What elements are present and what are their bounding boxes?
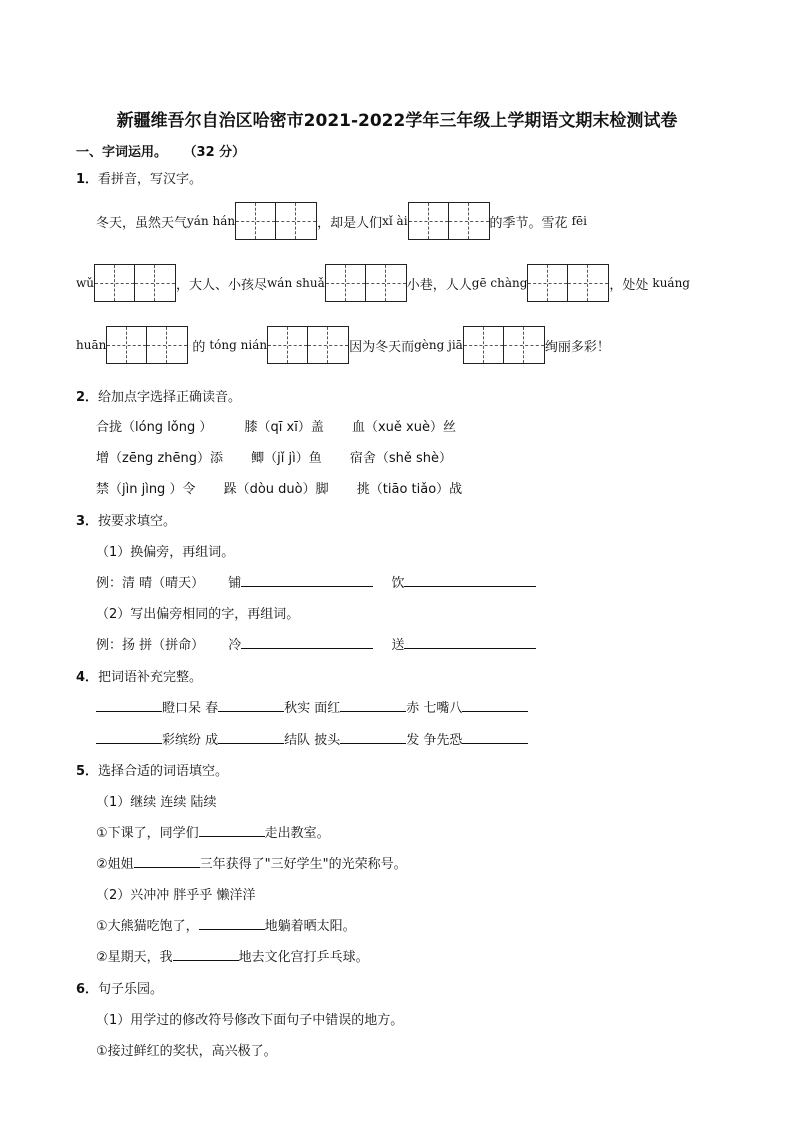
idiom-text: 瞪口呆 春: [162, 701, 219, 716]
section-heading: [76, 141, 245, 160]
answer-blank[interactable]: [404, 635, 536, 649]
pinyin: wǔ: [76, 276, 94, 290]
sub-question: （2）写出偏旁相同的字，再组词。: [96, 607, 300, 622]
question-number: 2．: [76, 390, 99, 405]
sentence-text: ，大人、小孩尽: [176, 277, 268, 293]
fill-sentence: [96, 853, 407, 872]
answer-blank[interactable]: [134, 854, 200, 868]
idiom-text: 秋实 面红: [284, 701, 341, 716]
question-text: 给加点字选择正确读音。: [98, 390, 242, 405]
idiom-row: [96, 729, 528, 748]
sentence-text: 绚丽多彩！: [544, 339, 610, 355]
reading-item: 鲫（jǐ jì）鱼: [251, 451, 322, 466]
prompt-char: 冷: [228, 638, 242, 653]
sentence-text: 因为冬天而: [349, 339, 415, 355]
fill-sentence: [96, 915, 356, 934]
section-score: （32 分）: [183, 145, 246, 160]
question-3: [76, 510, 176, 529]
reading-item: 宿舍（shě shè）: [349, 451, 453, 466]
sentence-text: 的季节。雪花: [489, 215, 568, 231]
writing-grid[interactable]: [408, 202, 490, 240]
reading-item: 膝（qī xī）盖: [244, 420, 324, 435]
question-number: 6．: [76, 982, 99, 997]
section-title: 一、字词运用。: [76, 145, 168, 160]
question-text: 看拼音，写汉字。: [98, 172, 203, 187]
question-text: 句子乐园。: [98, 982, 164, 997]
sentence-text: ②星期天，我: [96, 950, 173, 965]
reading-item: 血（xuě xuè）丝: [351, 420, 456, 435]
answer-blank[interactable]: [241, 635, 373, 649]
sentence-text: 三年获得了"三好学生"的光荣称号。: [199, 857, 407, 872]
question-text: 把词语补充完整。: [98, 670, 203, 685]
pinyin-line-2: [76, 264, 690, 302]
sentence-text: ①大熊猫吃饱了，: [96, 919, 199, 934]
question-text: 选择合适的词语填空。: [98, 764, 229, 779]
sentence-text: ，处处: [609, 277, 649, 293]
answer-blank[interactable]: [96, 698, 162, 712]
pinyin: tóng nián: [209, 338, 268, 352]
idiom-text: 发 争先恐: [406, 733, 463, 748]
sentence-text: ①下课了，同学们: [96, 826, 199, 841]
question-6: [76, 978, 163, 997]
reading-row: [96, 478, 462, 497]
sentence-item: ①接过鲜红的奖状，高兴极了。: [96, 1044, 277, 1059]
sub-question: （2）兴冲冲 胖乎乎 懒洋洋: [96, 888, 256, 903]
question-5: [76, 760, 228, 779]
idiom-row: [96, 697, 528, 716]
reading-item: 禁（jìn jìng ）令: [96, 482, 196, 497]
question-number: 1．: [76, 172, 99, 187]
pinyin: gē chàng: [471, 276, 528, 290]
question-number: 4．: [76, 670, 99, 685]
reading-item: 跺（dòu duò）脚: [223, 482, 329, 497]
pinyin: fēi: [571, 214, 587, 228]
answer-blank[interactable]: [462, 698, 528, 712]
answer-blank[interactable]: [173, 947, 239, 961]
sentence-text: 地去文化宫打乒乓球。: [238, 950, 369, 965]
prompt-char: 送: [391, 638, 405, 653]
answer-blank[interactable]: [340, 698, 406, 712]
answer-blank[interactable]: [218, 698, 284, 712]
idiom-text: 彩缤纷 成: [162, 733, 219, 748]
writing-grid[interactable]: [325, 264, 407, 302]
sentence-text: 的: [192, 339, 206, 355]
writing-grid[interactable]: [463, 326, 545, 364]
question-1: [76, 168, 202, 187]
prompt-char: 饮: [391, 576, 405, 591]
example-text: 例：清 晴（晴天）: [96, 576, 205, 591]
pinyin: kuáng: [652, 276, 690, 290]
sentence-text: 冬天，虽然天气: [96, 215, 188, 231]
reading-row: [96, 447, 452, 466]
question-text: 按要求填空。: [98, 514, 177, 529]
reading-item: 合拢（lóng lǒng ）: [96, 420, 213, 435]
writing-grid[interactable]: [527, 264, 609, 302]
example-line: [96, 634, 536, 653]
idiom-text: 结队 披头: [284, 733, 341, 748]
pinyin: yán hán: [187, 214, 236, 228]
pinyin: gèng jiā: [414, 338, 463, 352]
answer-blank[interactable]: [340, 730, 406, 744]
example-line: [96, 572, 536, 591]
answer-blank[interactable]: [241, 573, 373, 587]
reading-item: 增（zēng zhēng）添: [96, 451, 223, 466]
question-4: [76, 666, 202, 685]
prompt-char: 铺: [228, 576, 242, 591]
reading-row: [96, 416, 456, 435]
example-text: 例：扬 拼（拼命）: [96, 638, 205, 653]
answer-blank[interactable]: [199, 823, 265, 837]
sentence-text: ，却是人们: [317, 215, 383, 231]
sub-question: （1）换偏旁，再组词。: [96, 545, 235, 560]
page-title: 新疆维吾尔自治区哈密市2021-2022学年三年级上学期语文期末检测试卷: [116, 111, 678, 131]
pinyin: xǐ ài: [382, 214, 408, 228]
sentence-text: 走出教室。: [264, 826, 330, 841]
reading-item: 挑（tiāo tiǎo）战: [356, 482, 463, 497]
idiom-text: 赤 七嘴八: [406, 701, 463, 716]
question-2: [76, 386, 241, 405]
sub-question: （1）继续 连续 陆续: [96, 795, 217, 810]
writing-grid[interactable]: [235, 202, 317, 240]
answer-blank[interactable]: [462, 730, 528, 744]
sentence-text: ②姐姐: [96, 857, 134, 872]
answer-blank[interactable]: [218, 730, 284, 744]
pinyin-line-1: [96, 202, 587, 240]
sub-question: （1）用学过的修改符号修改下面句子中错误的地方。: [96, 1013, 404, 1028]
fill-sentence: [96, 822, 330, 841]
sentence-text: 地躺着晒太阳。: [264, 919, 356, 934]
pinyin: wán shuǎ: [267, 276, 325, 290]
pinyin: huān: [76, 338, 107, 352]
pinyin-line-3: [76, 326, 610, 364]
writing-grid[interactable]: [106, 326, 188, 364]
answer-blank[interactable]: [96, 730, 162, 744]
sentence-text: 小巷，人人: [406, 277, 472, 293]
answer-blank[interactable]: [199, 916, 265, 930]
writing-grid[interactable]: [267, 326, 349, 364]
question-number: 3．: [76, 514, 99, 529]
answer-blank[interactable]: [404, 573, 536, 587]
fill-sentence: [96, 946, 369, 965]
question-number: 5．: [76, 764, 99, 779]
writing-grid[interactable]: [94, 264, 176, 302]
